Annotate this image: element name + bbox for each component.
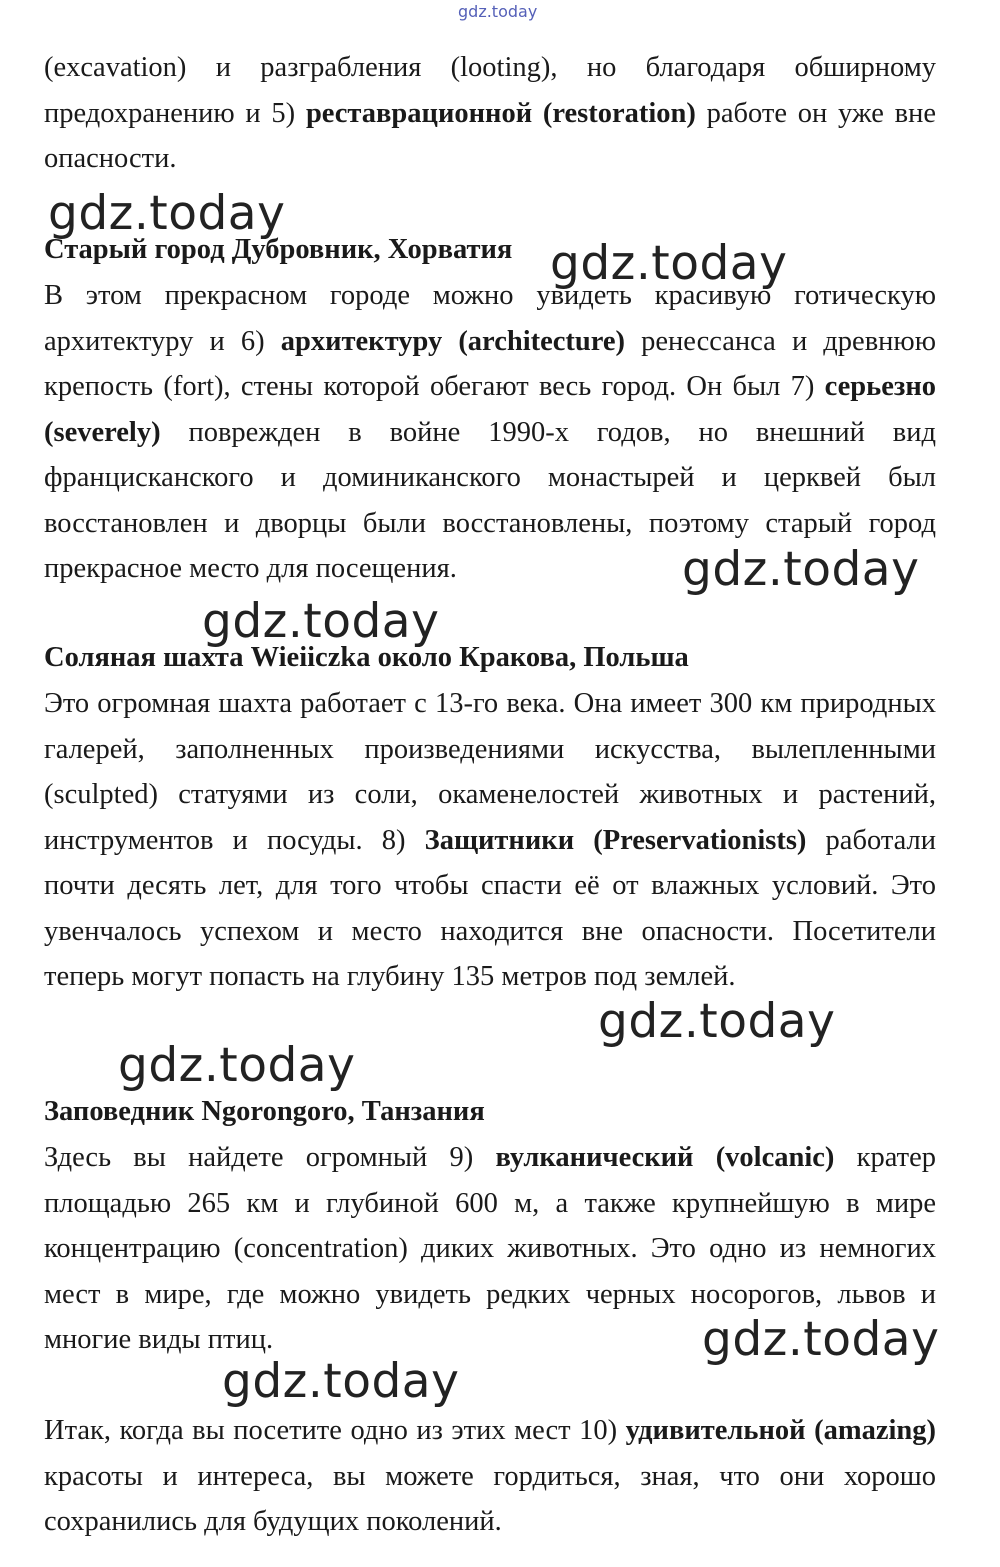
dubrovnik-text-2: ренессанса и древнюю крепость (fort), стены которой обегают весь город. Он был 7) xyxy=(44,325,936,402)
conclusion-paragraph xyxy=(44,1408,936,1545)
section-paragraph-wieliczka xyxy=(44,681,936,1000)
wieliczka-bold-1: Защитники (Preservationists) xyxy=(424,824,807,856)
dubrovnik-text-1: В этом прекрасном городе можно увидеть красивую готическую архитектуру и 6) xyxy=(44,280,936,357)
intro-bold-1: реставрационной (restoration) xyxy=(305,97,696,129)
dubrovnik-bold-2: серьезно (severely) xyxy=(44,371,936,448)
intro-text-2: работе он уже вне опасности. xyxy=(44,97,937,174)
watermark: gdz.today xyxy=(598,994,836,1049)
wieliczka-text-2: работали почти десять лет, для того чтобы спасти её от влажных условий. Это увенчалось успехом и место находится вне опасности. Посетители теперь могут попасть на глубину 135 метров под землей. xyxy=(44,824,937,992)
watermark: gdz.today xyxy=(550,236,788,291)
conclusion-bold-1: удивительной (amazing) xyxy=(625,1415,936,1446)
ngorongoro-text-1: Здесь вы найдете огромный 9) xyxy=(44,1142,496,1173)
top-watermark: gdz.today xyxy=(458,2,538,21)
intro-paragraph xyxy=(44,45,936,182)
watermark: gdz.today xyxy=(118,1038,356,1093)
section-paragraph-dubrovnik xyxy=(44,273,936,597)
section-heading-dubrovnik: Старый город Дубровник, Хорватия xyxy=(44,234,513,265)
conclusion-text-2: красоты и интереса, вы можете гордиться, зная, что они хорошо сохранились для будущих поколений. xyxy=(44,1460,936,1537)
section-paragraph-ngorongoro xyxy=(44,1135,936,1363)
section-heading-ngorongoro: Заповедник Ngorongoro, Танзания xyxy=(44,1096,485,1127)
section-heading-wieliczka: Соляная шахта Wieiiczka около Кракова, Польша xyxy=(44,642,689,673)
dubrovnik-text-3: поврежден в войне 1990-х годов, но внешний вид францисканского и доминиканского монастырей и церквей был восстановлен и дворцы были восстановлены, поэтому старый город прекрасное место для посещения. xyxy=(44,416,936,584)
conclusion-text-1: Итак, когда вы посетите одно из этих мест 10) xyxy=(44,1415,626,1446)
dubrovnik-bold-1: архитектуру (architecture) xyxy=(280,325,626,357)
watermark: gdz.today xyxy=(702,1312,940,1367)
intro-text-1: (excavation) и разграбления (looting), но благодаря обширному предохранению и 5) xyxy=(44,52,936,129)
watermark: gdz.today xyxy=(48,186,286,241)
ngorongoro-text-2: кратер площадью 265 км и глубиной 600 м, а также крупнейшую в мире концентрацию (concentration) диких животных. Это одно из немногих мест в мире, где можно увидеть редких черных носорогов, львов и многие виды птиц. xyxy=(44,1142,936,1355)
watermark: gdz.today xyxy=(222,1354,460,1409)
ngorongoro-bold-1: вулканический (volcanic) xyxy=(495,1142,835,1173)
watermark: gdz.today xyxy=(202,594,440,649)
wieliczka-text-1: Это огромная шахта работает с 13-го века. Она имеет 300 км природных галерей, заполненных произведениями искусства, вылепленными (sculpted) статуями из соли, окаменелостей животных и растений, инструментов и посуды. 8) xyxy=(44,688,936,856)
watermark: gdz.today xyxy=(682,542,920,597)
